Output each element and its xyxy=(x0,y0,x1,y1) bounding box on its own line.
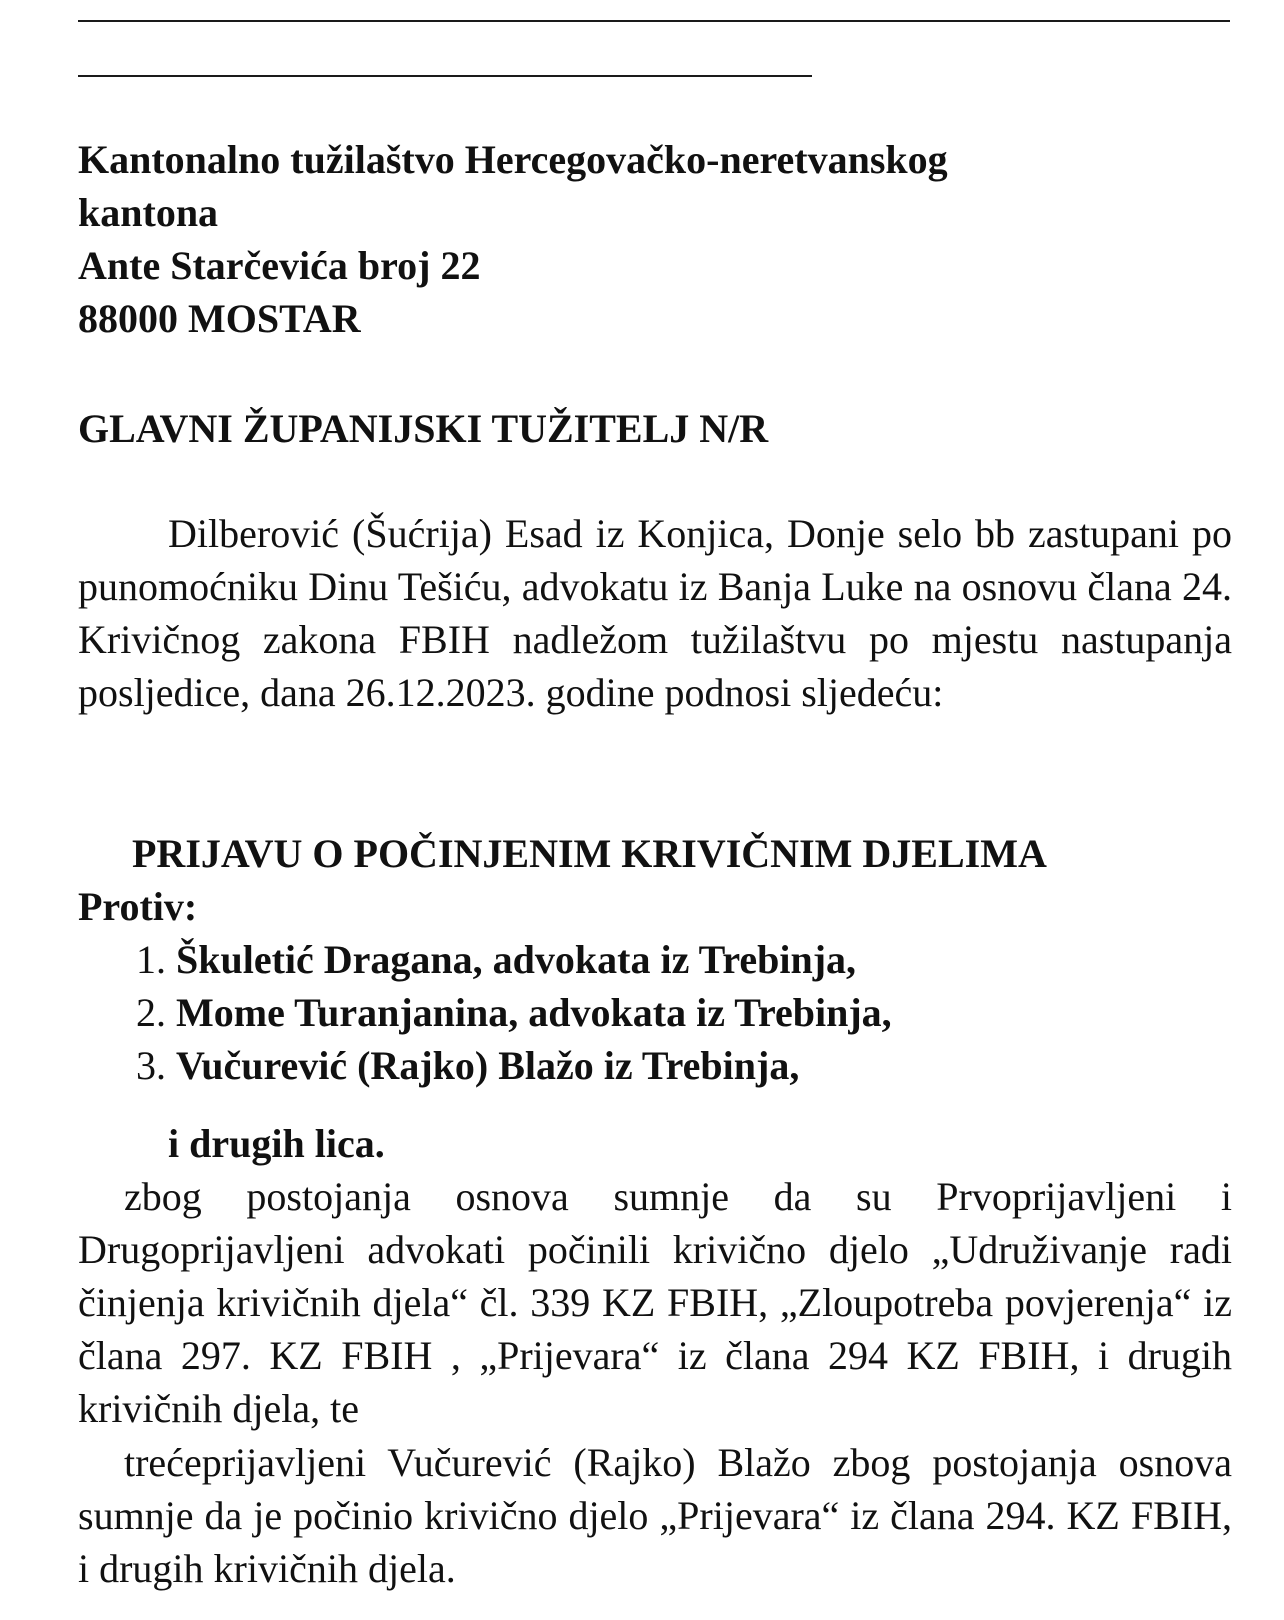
accused-list xyxy=(78,933,892,1092)
others-line: i drugih lica. xyxy=(168,1121,385,1166)
fill-line-top xyxy=(78,20,1230,22)
fill-line-second xyxy=(78,75,812,77)
accused-item xyxy=(78,986,892,1039)
address-city: 88000 MOSTAR xyxy=(78,296,361,341)
grounds-paragraph: zbog postojanja osnova sumnje da su Prvoprijavljeni i Drugoprijavljeni advokati počinili krivično djelo „Udruživanje radi činjenja krivičnih djela“ čl. 339 KZ FBIH, „Zloupotreba povjerenja“ iz člana 297. KZ FBIH , „Prijevara“ iz člana 294 KZ FBIH, i drugih krivičnih djela, te xyxy=(78,1174,1232,1431)
address-word-1: Kantonalno xyxy=(78,137,281,182)
accused-name: Vučurević (Rajko) Blažo iz Trebinja, xyxy=(176,1043,800,1088)
address-street: Ante Starčevića broj 22 xyxy=(78,243,481,288)
address-block xyxy=(78,133,1232,345)
recipient-heading: GLAVNI ŽUPANIJSKI TUŽITELJ N/R xyxy=(78,406,769,451)
intro-paragraph: Dilberović (Šućrija) Esad iz Konjica, Donje selo bb zastupani po punomoćniku Dinu Tešiću, advokatu iz Banja Luke na osnovu člana 24. Krivičnog zakona FBIH nadležom tužilaštvu po mjestu nastupanja posljedice, dana 26.12.2023. godine podnosi sljedeću: xyxy=(78,511,1232,715)
accused-item xyxy=(78,1039,892,1092)
document-title: PRIJAVU O POČINJENIM KRIVIČNIM DJELIMA xyxy=(132,831,1047,876)
address-word-2: tužilaštvo xyxy=(290,137,455,182)
accused-item xyxy=(78,933,892,986)
accused-number: 2. xyxy=(136,990,166,1035)
accused-number: 1. xyxy=(136,937,166,982)
against-label: Protiv: xyxy=(78,884,198,929)
accused-name: Mome Turanjanina, advokata iz Trebinja, xyxy=(176,990,892,1035)
accused-name: Škuletić Dragana, advokata iz Trebinja, xyxy=(176,937,857,982)
accused-number: 3. xyxy=(136,1043,166,1088)
address-word-3: Hercegovačko-neretvanskog xyxy=(464,137,948,182)
address-line-2: kantona xyxy=(78,190,219,235)
third-accused-paragraph: trećeprijavljeni Vučurević (Rajko) Blažo zbog postojanja osnova sumnje da je počinio krivično djelo „Prijevara“ iz člana 294. KZ FBIH, i drugih krivičnih djela. xyxy=(78,1440,1232,1591)
address-line-1 xyxy=(78,133,1232,186)
